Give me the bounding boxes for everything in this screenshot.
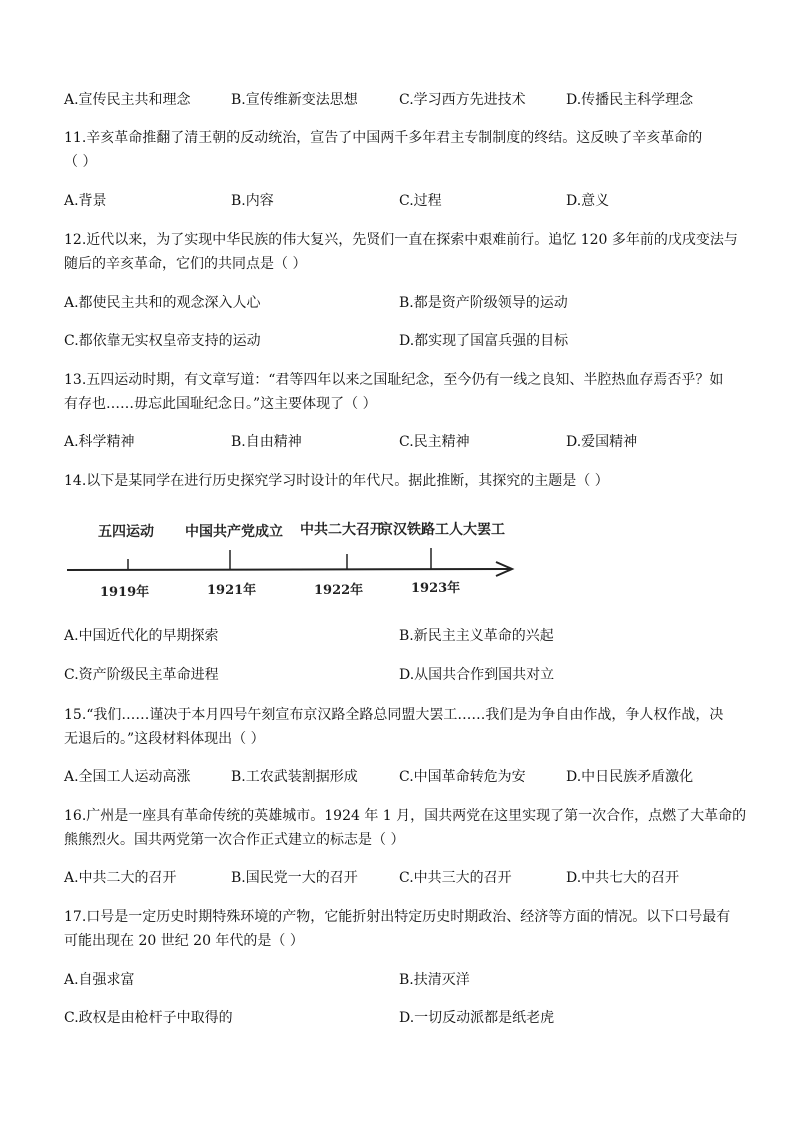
q13-option-b: B.自由精神 <box>231 434 302 450</box>
q16-option-b: B.国民党一大的召开 <box>231 870 358 886</box>
q13-option-c: C.民主精神 <box>399 434 470 450</box>
q14-option-c: C.资产阶级民主革命进程 <box>64 667 219 683</box>
q14-option-a: A.中国近代化的早期探索 <box>64 628 219 644</box>
q11-option-a: A.背景 <box>64 193 107 209</box>
q16-stem-line2: 熊熊烈火。国共两党第一次合作正式建立的标志是（ ） <box>64 832 405 848</box>
timeline-event-4: 京汉铁路工人大罢工 <box>379 522 505 538</box>
timeline-event-2: 中国共产党成立 <box>185 524 283 540</box>
q13-stem-line2: 有存也……毋忘此国耻纪念日。”这主要体现了（ ） <box>64 396 377 412</box>
q14-option-d: D.从国共合作到国共对立 <box>399 667 555 683</box>
q17-stem-line2: 可能出现在 20 世纪 20 年代的是（ ） <box>64 933 304 949</box>
timeline-year-2: 1921年 <box>207 583 257 598</box>
timeline-axis <box>67 569 510 570</box>
q15-stem-line2: 无退后的。”这段材料体现出（ ） <box>64 731 265 747</box>
q12-stem-line2: 随后的辛亥革命，它们的共同点是（ ） <box>64 256 307 272</box>
q12-option-b: B.都是资产阶级领导的运动 <box>399 295 568 311</box>
timeline-year-3: 1922年 <box>314 583 364 598</box>
q12-stem-line1: 12.近代以来，为了实现中华民族的伟大复兴，先贤们一直在探索中艰难前行。追忆 120 多年前的戊戌变法与 <box>64 232 738 248</box>
q15-option-b: B.工农武装割据形成 <box>231 769 358 785</box>
q17-option-c: C.政权是由枪杆子中取得的 <box>64 1010 233 1026</box>
q13-stem-line1: 13.五四运动时期，有文章写道：“君等四年以来之国耻纪念，至今仍有一线之良知、半腔热血存焉否乎？如 <box>64 372 724 388</box>
timeline-event-3: 中共二大召开 <box>300 522 384 538</box>
q10-option-c: C.学习西方先进技术 <box>399 92 526 108</box>
q15-option-d: D.中日民族矛盾激化 <box>566 769 694 785</box>
q11-option-b: B.内容 <box>231 193 274 209</box>
q10-option-d: D.传播民主科学理念 <box>566 92 694 108</box>
q12-option-a: A.都使民主共和的观念深入人心 <box>64 295 261 311</box>
q11-stem-line1: 11.辛亥革命推翻了清王朝的反动统治，宣告了中国两千多年君主专制制度的终结。这反映了辛亥革命的 <box>64 130 703 146</box>
q17-option-b: B.扶清灭洋 <box>399 972 470 988</box>
q10-option-a: A.宣传民主共和理念 <box>64 92 191 108</box>
q16-option-a: A.中共二大的召开 <box>64 870 177 886</box>
q11-stem-line2: （ ） <box>64 154 97 170</box>
q15-option-c: C.中国革命转危为安 <box>399 769 526 785</box>
q16-option-d: D.中共七大的召开 <box>566 870 680 886</box>
q11-option-d: D.意义 <box>566 193 610 209</box>
q17-option-a: A.自强求富 <box>64 972 135 988</box>
q15-stem-line1: 15.“我们……谨决于本月四号午刻宣布京汉路全路总同盟大罢工……我们是为争自由作战，争人权作战，决 <box>64 707 724 723</box>
q10-option-b: B.宣传维新变法思想 <box>231 92 358 108</box>
timeline-year-4: 1923年 <box>411 581 461 596</box>
q15-option-a: A.全国工人运动高涨 <box>64 769 191 785</box>
q13-option-d: D.爱国精神 <box>566 434 638 450</box>
q11-option-c: C.过程 <box>399 193 442 209</box>
q14-timeline <box>64 514 520 606</box>
q12-option-d: D.都实现了国富兵强的目标 <box>399 333 569 349</box>
timeline-year-1: 1919年 <box>100 585 150 600</box>
q14-option-b: B.新民主主义革命的兴起 <box>399 628 554 644</box>
q17-option-d: D.一切反动派都是纸老虎 <box>399 1010 555 1026</box>
q12-option-c: C.都依靠无实权皇帝支持的运动 <box>64 333 261 349</box>
q17-stem-line1: 17.口号是一定历史时期特殊环境的产物，它能折射出特定历史时期政治、经济等方面的情况。以下口号最有 <box>64 909 731 925</box>
timeline-event-1: 五四运动 <box>98 524 154 540</box>
q16-option-c: C.中共三大的召开 <box>399 870 512 886</box>
q13-option-a: A.科学精神 <box>64 434 135 450</box>
q16-stem-line1: 16.广州是一座具有革命传统的英雄城市。1924 年 1 月，国共两党在这里实现了第一次合作，点燃了大革命的 <box>64 808 747 824</box>
q14-stem-line1: 14.以下是某同学在进行历史探究学习时设计的年代尺。据此推断，其探究的主题是（ ） <box>64 473 609 489</box>
